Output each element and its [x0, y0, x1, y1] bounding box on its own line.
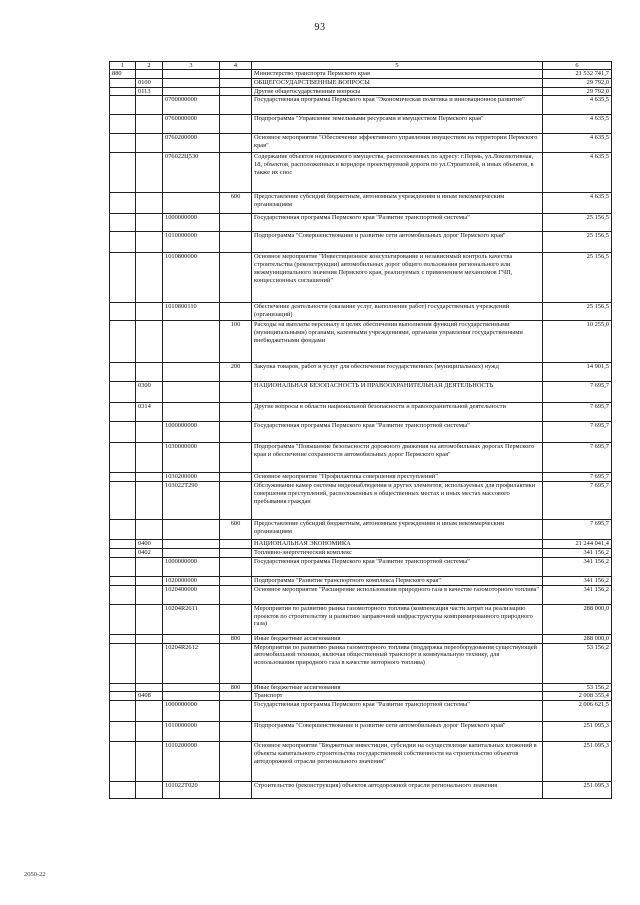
cell-description: Государственная программа Пермского края "Развитие транспортной системы" — [252, 214, 543, 232]
cell-admin-code — [110, 153, 136, 193]
cell-target-code — [163, 692, 220, 701]
cell-amount: 29 792,0 — [543, 87, 612, 96]
cell-description: Основное мероприятие "Бюджетные инвестиции, субсидии на осуществление капитальных вложений в объекты капитального строительства государственной собственности на строительство объектов автодорожной отрасли регионального значения" — [252, 742, 543, 782]
cell-amount: 10 255,0 — [543, 321, 612, 363]
cell-section-code: 0402 — [136, 548, 163, 557]
cell-expense-type — [220, 96, 252, 115]
cell-target-code — [163, 548, 220, 557]
cell-description: Государственная программа Пермского края "Развитие транспортной системы" — [252, 701, 543, 722]
cell-amount: 2 006 621,5 — [543, 701, 612, 722]
cell-target-code: 101022Т020 — [163, 782, 220, 799]
cell-admin-code — [110, 473, 136, 482]
cell-amount: 7 695,7 — [543, 520, 612, 540]
footer-code: 2050-22 — [24, 871, 46, 878]
cell-section-code — [136, 443, 163, 473]
table-row — [110, 321, 612, 363]
table-row — [110, 153, 612, 193]
table-row — [110, 422, 612, 443]
cell-admin-code: 880 — [110, 70, 136, 79]
cell-amount: 29 792,0 — [543, 78, 612, 87]
cell-admin-code — [110, 363, 136, 382]
cell-section-code: 0300 — [136, 382, 163, 403]
cell-expense-type — [220, 482, 252, 520]
table-row — [110, 115, 612, 134]
table-row — [110, 403, 612, 422]
cell-admin-code — [110, 782, 136, 799]
cell-section-code — [136, 576, 163, 585]
cell-section-code: 0408 — [136, 692, 163, 701]
cell-target-code: 1030200000 — [163, 473, 220, 482]
table-row — [110, 557, 612, 576]
cell-target-code — [163, 403, 220, 422]
table-row — [110, 482, 612, 520]
cell-section-code: 0314 — [136, 403, 163, 422]
cell-section-code: 0400 — [136, 540, 163, 549]
cell-admin-code — [110, 742, 136, 782]
table-row — [110, 540, 612, 549]
cell-expense-type — [220, 548, 252, 557]
cell-section-code — [136, 604, 163, 634]
cell-admin-code — [110, 403, 136, 422]
table-row — [110, 722, 612, 742]
cell-section-code — [136, 232, 163, 253]
cell-expense-type — [220, 115, 252, 134]
cell-admin-code — [110, 548, 136, 557]
table-row — [110, 232, 612, 253]
cell-target-code — [163, 363, 220, 382]
cell-section-code — [136, 422, 163, 443]
cell-admin-code — [110, 193, 136, 214]
table-row — [110, 193, 612, 214]
cell-expense-type — [220, 153, 252, 193]
cell-description: НАЦИОНАЛЬНАЯ ЭКОНОМИКА — [252, 540, 543, 549]
cell-target-code: 0760200000 — [163, 134, 220, 153]
cell-section-code — [136, 193, 163, 214]
cell-admin-code — [110, 134, 136, 153]
cell-description: Государственная программа Пермского края "Развитие транспортной системы" — [252, 422, 543, 443]
cell-amount: 251 095,3 — [543, 722, 612, 742]
cell-admin-code — [110, 604, 136, 634]
cell-admin-code — [110, 482, 136, 520]
cell-admin-code — [110, 540, 136, 549]
table-row — [110, 604, 612, 634]
table-row — [110, 742, 612, 782]
table-row — [110, 548, 612, 557]
cell-admin-code — [110, 422, 136, 443]
cell-expense-type: 800 — [220, 634, 252, 643]
cell-description: Мероприятия по развитию рынка газомоторного топлива (компенсация части затрат на реализацию проектов по строительству и развитию заправочной инфраструктуры компримированного природного газа) — [252, 604, 543, 634]
cell-admin-code — [110, 115, 136, 134]
cell-section-code — [136, 363, 163, 382]
cell-target-code: 1000000000 — [163, 214, 220, 232]
cell-admin-code — [110, 557, 136, 576]
cell-section-code — [136, 214, 163, 232]
cell-target-code: 1000000000 — [163, 701, 220, 722]
cell-section-code — [136, 701, 163, 722]
cell-target-code: 1000000000 — [163, 422, 220, 443]
cell-section-code — [136, 520, 163, 540]
cell-target-code — [163, 683, 220, 692]
cell-target-code: 1020400000 — [163, 585, 220, 604]
cell-target-code — [163, 193, 220, 214]
cell-admin-code — [110, 321, 136, 363]
cell-expense-type: 600 — [220, 193, 252, 214]
cell-section-code — [136, 742, 163, 782]
table-row — [110, 585, 612, 604]
cell-section-code: 0113 — [136, 87, 163, 96]
cell-section-code — [136, 96, 163, 115]
cell-description: ОБЩЕГОСУДАРСТВЕННЫЕ ВОПРОСЫ — [252, 78, 543, 87]
cell-target-code — [163, 70, 220, 79]
cell-description: НАЦИОНАЛЬНАЯ БЕЗОПАСНОСТЬ И ПРАВООХРАНИТЕЛЬНАЯ ДЕЯТЕЛЬНОСТЬ — [252, 382, 543, 403]
header-row — [110, 62, 612, 70]
table-row — [110, 683, 612, 692]
cell-section-code — [136, 321, 163, 363]
cell-admin-code — [110, 701, 136, 722]
cell-section-code — [136, 115, 163, 134]
cell-amount: 7 695,7 — [543, 382, 612, 403]
cell-description: Закупка товаров, работ и услуг для обеспечения государственных (муниципальных) нужд — [252, 363, 543, 382]
cell-expense-type — [220, 692, 252, 701]
cell-amount: 288 000,0 — [543, 604, 612, 634]
cell-description: Другие вопросы в области национальной безопасности и правоохранительной деятельности — [252, 403, 543, 422]
cell-description: Мероприятия по развитию рынка газомоторного топлива (поддержка переоборудования существующей автомобильной техники, включая общественный транспорт и коммунальную технику, для использования природного газа в качестве моторного топлива) — [252, 643, 543, 683]
header-col-6: 6 — [543, 62, 612, 70]
cell-amount: 288 000,0 — [543, 634, 612, 643]
cell-section-code — [136, 153, 163, 193]
cell-amount: 14 901,5 — [543, 363, 612, 382]
cell-target-code: 1010800000 — [163, 253, 220, 303]
cell-expense-type — [220, 604, 252, 634]
cell-admin-code — [110, 87, 136, 96]
cell-amount: 4 635,5 — [543, 193, 612, 214]
cell-target-code: 0700000000 — [163, 96, 220, 115]
cell-target-code: 103022Т290 — [163, 482, 220, 520]
cell-expense-type — [220, 722, 252, 742]
header-col-4: 4 — [220, 62, 252, 70]
cell-amount: 7 695,7 — [543, 482, 612, 520]
cell-description: Подпрограмма "Совершенствование и развитие сети автомобильных дорог Пермского края" — [252, 722, 543, 742]
cell-section-code — [136, 782, 163, 799]
cell-section-code — [136, 253, 163, 303]
cell-admin-code — [110, 643, 136, 683]
table-row — [110, 78, 612, 87]
cell-amount: 21 532 741,7 — [543, 70, 612, 79]
table-body — [110, 70, 612, 799]
table-row — [110, 382, 612, 403]
table-row — [110, 134, 612, 153]
cell-description: Транспорт — [252, 692, 543, 701]
cell-description: Другие общегосударственные вопросы — [252, 87, 543, 96]
cell-admin-code — [110, 232, 136, 253]
cell-expense-type — [220, 232, 252, 253]
table-row — [110, 473, 612, 482]
cell-target-code — [163, 382, 220, 403]
cell-target-code — [163, 87, 220, 96]
cell-admin-code — [110, 443, 136, 473]
cell-target-code: 1010800110 — [163, 303, 220, 321]
cell-admin-code — [110, 692, 136, 701]
cell-amount: 341 156,2 — [543, 576, 612, 585]
cell-amount: 341 156,2 — [543, 548, 612, 557]
cell-section-code — [136, 303, 163, 321]
cell-amount: 7 695,7 — [543, 422, 612, 443]
cell-description: Иные бюджетные ассигнования — [252, 683, 543, 692]
cell-amount: 21 244 041,4 — [543, 540, 612, 549]
table-row — [110, 701, 612, 722]
cell-amount: 4 635,5 — [543, 153, 612, 193]
cell-description: Топливно-энергетический комплекс — [252, 548, 543, 557]
table-row — [110, 443, 612, 473]
cell-expense-type — [220, 134, 252, 153]
cell-admin-code — [110, 253, 136, 303]
cell-amount: 25 156,5 — [543, 253, 612, 303]
header-col-5: 5 — [252, 62, 543, 70]
cell-amount: 4 635,5 — [543, 115, 612, 134]
cell-expense-type — [220, 382, 252, 403]
cell-target-code: 1010200000 — [163, 742, 220, 782]
cell-expense-type — [220, 782, 252, 799]
cell-section-code — [136, 634, 163, 643]
cell-admin-code — [110, 96, 136, 115]
table-row — [110, 87, 612, 96]
cell-admin-code — [110, 382, 136, 403]
cell-description: Предоставление субсидий бюджетным, автономным учреждениям и иным некоммерческим организациям — [252, 520, 543, 540]
cell-admin-code — [110, 576, 136, 585]
cell-target-code: 1030000000 — [163, 443, 220, 473]
table-row — [110, 520, 612, 540]
table-row — [110, 70, 612, 79]
cell-amount: 53 156,2 — [543, 643, 612, 683]
cell-amount: 341 156,2 — [543, 557, 612, 576]
cell-expense-type — [220, 403, 252, 422]
cell-description: Обеспечение деятельности (оказание услуг, выполнение работ) государственных учреждений (организаций) — [252, 303, 543, 321]
table-row — [110, 576, 612, 585]
cell-description: Государственная программа Пермского края "Экономическая политика и инновационное развитие" — [252, 96, 543, 115]
cell-expense-type: 600 — [220, 520, 252, 540]
cell-expense-type — [220, 87, 252, 96]
cell-target-code — [163, 321, 220, 363]
cell-expense-type — [220, 576, 252, 585]
cell-target-code: 10204R2611 — [163, 604, 220, 634]
cell-description: Обслуживание камер системы видеонаблюдения и других элементов, используемых для профилактики совершения преступлений, расположенных в общественных местах и иных местах массового пребывания граждан — [252, 482, 543, 520]
cell-amount: 4 635,5 — [543, 96, 612, 115]
table-row — [110, 634, 612, 643]
cell-amount: 25 156,5 — [543, 232, 612, 253]
cell-amount: 4 635,5 — [543, 134, 612, 153]
cell-amount: 7 695,7 — [543, 443, 612, 473]
cell-target-code — [163, 634, 220, 643]
cell-description: Основное мероприятие "Расширение использования природного газа в качестве газомоторного топлива" — [252, 585, 543, 604]
header-col-2: 2 — [136, 62, 163, 70]
cell-section-code — [136, 643, 163, 683]
cell-expense-type: 800 — [220, 683, 252, 692]
cell-admin-code — [110, 520, 136, 540]
cell-expense-type — [220, 253, 252, 303]
cell-expense-type — [220, 540, 252, 549]
cell-target-code: 10204R2612 — [163, 643, 220, 683]
header-col-3: 3 — [163, 62, 220, 70]
cell-expense-type: 100 — [220, 321, 252, 363]
cell-description: Основное мероприятие "Обеспечение эффективного управления имуществом на территории Пермского края" — [252, 134, 543, 153]
cell-target-code: 1000000000 — [163, 557, 220, 576]
cell-description: Подпрограмма "Управление земельными ресурсами и имуществом Пермского края" — [252, 115, 543, 134]
table-row — [110, 692, 612, 701]
cell-description: Министерство транспорта Пермского края — [252, 70, 543, 79]
table-row — [110, 363, 612, 382]
cell-target-code — [163, 540, 220, 549]
cell-section-code — [136, 585, 163, 604]
table-row — [110, 303, 612, 321]
cell-target-code — [163, 520, 220, 540]
cell-description: Государственная программа Пермского края "Развитие транспортной системы" — [252, 557, 543, 576]
cell-target-code: 076022Ц530 — [163, 153, 220, 193]
cell-expense-type — [220, 742, 252, 782]
cell-admin-code — [110, 683, 136, 692]
cell-target-code: 1010000000 — [163, 232, 220, 253]
cell-section-code — [136, 722, 163, 742]
cell-expense-type — [220, 701, 252, 722]
cell-section-code: 0100 — [136, 78, 163, 87]
cell-amount: 7 695,7 — [543, 403, 612, 422]
cell-expense-type — [220, 70, 252, 79]
cell-description: Подпрограмма "Повышение безопасности дорожного движения на автомобильных дорогах Пермского края и обеспечение сохранности автомобильных дорог Пермского края" — [252, 443, 543, 473]
cell-amount: 2 008 355,4 — [543, 692, 612, 701]
cell-amount: 251 095,3 — [543, 742, 612, 782]
cell-section-code — [136, 482, 163, 520]
cell-amount: 7 695,7 — [543, 473, 612, 482]
cell-section-code — [136, 70, 163, 79]
cell-admin-code — [110, 303, 136, 321]
budget-table — [109, 61, 612, 799]
cell-expense-type — [220, 585, 252, 604]
cell-expense-type — [220, 557, 252, 576]
table-row — [110, 214, 612, 232]
cell-description: Подпрограмма "Совершенствование и развитие сети автомобильных дорог Пермского края" — [252, 232, 543, 253]
cell-amount: 341 156,2 — [543, 585, 612, 604]
table-row — [110, 643, 612, 683]
cell-section-code — [136, 683, 163, 692]
cell-target-code: 1010000000 — [163, 722, 220, 742]
cell-description: Иные бюджетные ассигнования — [252, 634, 543, 643]
cell-expense-type — [220, 473, 252, 482]
cell-expense-type — [220, 443, 252, 473]
cell-section-code — [136, 473, 163, 482]
cell-description: Расходы на выплаты персоналу в целях обеспечения выполнения функций государственными (муниципальными) органами, казенными учреждениями, органами управления государственными внебюджетными фондами — [252, 321, 543, 363]
table-header — [110, 62, 612, 70]
cell-expense-type — [220, 214, 252, 232]
cell-description: Содержание объектов недвижимого имущества, расположенных по адресу: г.Пермь, ул.Локомотивная, 18, объектов, расположенных в коридоре проектируемой дороги по ул.Строителей, и иных объектов, в также их снос — [252, 153, 543, 193]
cell-target-code: 0760000000 — [163, 115, 220, 134]
cell-admin-code — [110, 78, 136, 87]
page-number: 93 — [314, 22, 326, 33]
cell-description: Предоставление субсидий бюджетным, автономным учреждениям и иным некоммерческим организациям — [252, 193, 543, 214]
cell-admin-code — [110, 722, 136, 742]
cell-expense-type — [220, 422, 252, 443]
cell-expense-type — [220, 643, 252, 683]
cell-expense-type — [220, 78, 252, 87]
cell-admin-code — [110, 214, 136, 232]
cell-admin-code — [110, 634, 136, 643]
cell-amount: 53 156,2 — [543, 683, 612, 692]
cell-admin-code — [110, 585, 136, 604]
table-row — [110, 253, 612, 303]
cell-description: Основное мероприятие "Инвестиционное консультирование и независимый контроль качества строительства (реконструкции) автомобильных дорог общего пользования регионального или межмуниципального значения Пермского края, реализуемых с применением механизмов ГЧП, концессионных соглашений" — [252, 253, 543, 303]
cell-description: Основное мероприятие "Профилактика совершения преступлений" — [252, 473, 543, 482]
cell-expense-type — [220, 303, 252, 321]
cell-target-code: 1020000000 — [163, 576, 220, 585]
header-col-1: 1 — [110, 62, 136, 70]
cell-target-code — [163, 78, 220, 87]
cell-expense-type: 200 — [220, 363, 252, 382]
cell-amount: 25 156,5 — [543, 303, 612, 321]
cell-section-code — [136, 557, 163, 576]
cell-amount: 25 156,5 — [543, 214, 612, 232]
cell-description: Строительство (реконструкция) объектов автодорожной отрасли регионального значения — [252, 782, 543, 799]
cell-amount: 251 095,3 — [543, 782, 612, 799]
table-row — [110, 782, 612, 799]
cell-section-code — [136, 134, 163, 153]
cell-description: Подпрограмма "Развитие транспортного комплекса Пермского края" — [252, 576, 543, 585]
table-row — [110, 96, 612, 115]
